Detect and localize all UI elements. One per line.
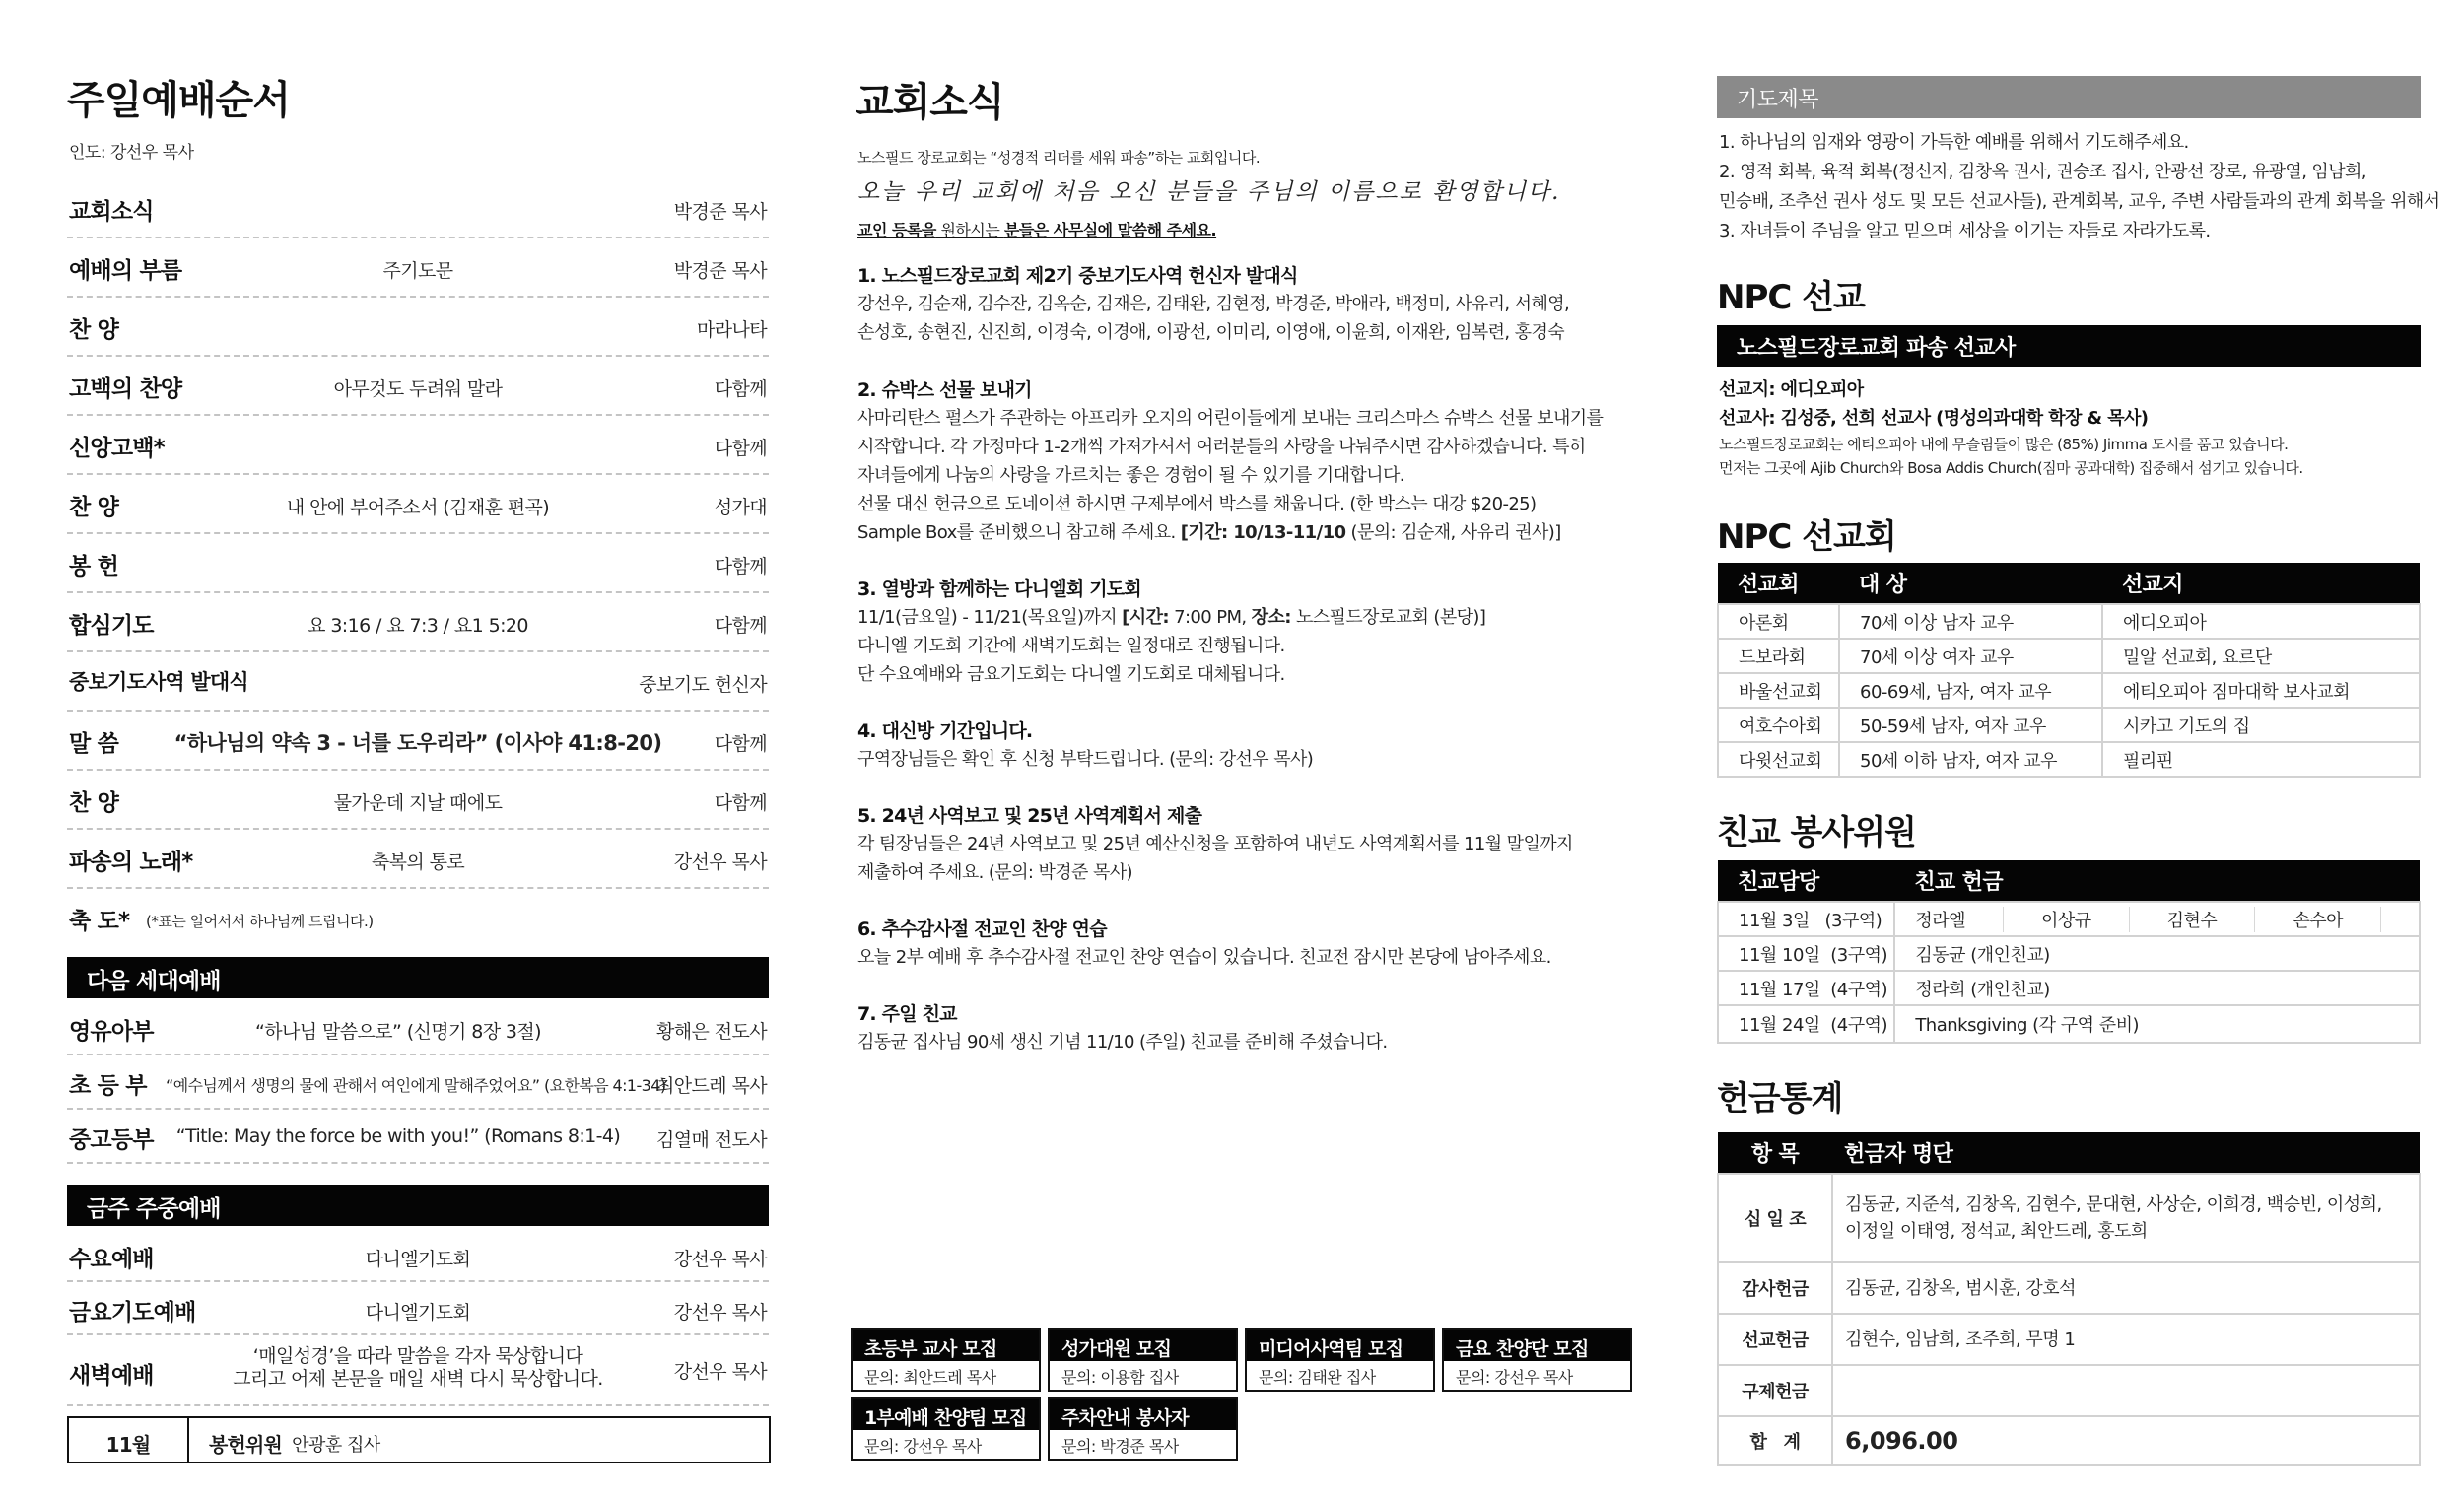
news-heading: 4. 대신방 기간입니다. (857, 720, 1033, 742)
next-gen-item (67, 1055, 769, 1110)
offering-donors (1832, 1365, 2420, 1416)
group-field: 시카고 기도의 집 (2102, 708, 2420, 742)
fellowship-date: 11월 3일 (3구역) (1718, 902, 1894, 936)
recruit-box-first-service-praise (851, 1397, 1041, 1461)
news-text: 11/1(금요일) - 11/21(목요일)까지 (857, 607, 1123, 628)
order-item-leader: 박경준 목사 (673, 201, 767, 223)
recruit-contact: 문의: 강선우 목사 (864, 1437, 982, 1456)
next-gen-item (67, 1110, 769, 1164)
prayer-list (1719, 128, 2440, 246)
weekday-item (67, 1335, 769, 1406)
table-header-row (1718, 860, 2420, 902)
prayer-header: 기도제목 (1717, 76, 2421, 118)
mission-desc: 먼저는 그곳에 Ajib Church와 Bosa Addis Church(짐마 공과대학) 집중해서 섬기고 있습니다. (1719, 459, 2303, 477)
table-row-total (1718, 1416, 2420, 1465)
group-name: 여호수아회 (1718, 708, 1839, 742)
order-item (67, 654, 769, 712)
table-row (1718, 604, 2420, 639)
order-item (67, 773, 769, 830)
registration-bold-1: 교인 등록을 (857, 221, 936, 239)
next-gen-label: 영유아부 (69, 1019, 154, 1045)
dawn-line-2: 그리고 어제 본문을 매일 새벽 다시 묵상합니다. (233, 1368, 603, 1390)
order-item-leader: 중보기도 헌신자 (639, 674, 767, 696)
news-heading: 5. 24년 사역보고 및 25년 사역계획서 제출 (857, 805, 1202, 827)
recruit-contact: 문의: 이용함 집사 (1061, 1368, 1179, 1387)
fellowship-host: Thanksgiving (각 구역 준비) (1894, 1005, 2420, 1043)
next-gen-content: “하나님 말씀으로” (신명기 8장 3절) (255, 1021, 541, 1043)
recruit-contact: 문의: 최안드레 목사 (864, 1368, 996, 1387)
order-item (67, 832, 769, 889)
news-line: 사마리탄스 펄스가 주관하는 아프리카 오지의 어린이들에게 보내는 크리스마스 슈박스 선물 보내기를 (857, 408, 1604, 429)
order-item-leader: 강선우 목사 (673, 851, 767, 873)
recruit-contact: 문의: 강선우 목사 (1456, 1368, 1573, 1387)
order-item-leader: 다함께 (714, 733, 767, 755)
news-heading: 6. 추수감사절 전교인 찬양 연습 (857, 918, 1107, 940)
group-target: 70세 이상 여자 교우 (1839, 639, 2102, 673)
offering-title: 헌금통계 (1717, 1079, 1843, 1119)
table-row (1718, 936, 2420, 971)
offering-donors: 김현수, 임남희, 조주희, 무명 1 (1832, 1314, 2420, 1365)
news-line: 자녀들에게 나눔의 사랑을 가르치는 좋은 경험이 될 수 있기를 기대합니다. (857, 465, 1404, 486)
order-item-label: 교회소식 (69, 199, 154, 225)
welcome-message: 오늘 우리 교회에 처음 오신 분들을 주님의 이름으로 환영합니다. (857, 179, 1561, 205)
offering-category: 구제헌금 (1718, 1365, 1832, 1416)
weekday-label: 금요기도예배 (69, 1300, 196, 1326)
total-amount: 6,096.00 (1832, 1416, 2420, 1465)
table-header-row (1718, 563, 2420, 604)
news-text: Sample Box를 준비했으니 참고해 주세요. (857, 522, 1181, 543)
offering-donors: 김동균, 김창옥, 범시훈, 강호석 (1832, 1262, 2420, 1314)
fellowship-table (1717, 860, 2421, 1044)
host-name: 김현수 (2167, 907, 2256, 932)
news-line (857, 518, 1646, 547)
church-motto: 노스필드 장로교회는 “성경적 리더를 세워 파송”하는 교회입니다. (857, 149, 1261, 167)
recruit-box-friday-praise (1442, 1328, 1632, 1392)
news-item-7 (857, 1000, 1646, 1056)
recruit-title: 미디어사역팀 모집 (1247, 1330, 1433, 1361)
npc-groups-table (1717, 563, 2421, 778)
recruit-title: 초등부 교사 모집 (853, 1330, 1039, 1361)
place-label: 장소: (1251, 607, 1291, 628)
news-item-6 (857, 916, 1646, 972)
recruit-contact: 문의: 김태완 집사 (1259, 1368, 1376, 1387)
missionary-name: 선교사: 김성중, 선희 선교사 (명성의과대학 학장 & 목사) (1719, 408, 2149, 429)
order-item-label: 예배의 부름 (69, 258, 182, 284)
order-item-content: 축복의 통로 (371, 851, 465, 873)
news-line: 시작합니다. 각 가정마다 1-2개씩 가져가셔서 여러분들의 사랑을 나눠주시면 감사하겠습니다. 특히 (857, 437, 1586, 457)
news-text: (문의: 김순재, 사유리 권사)] (1345, 522, 1561, 543)
col-header: 선교회 (1718, 563, 1839, 604)
news-line: 구역장님들은 확인 후 신청 부탁드립니다. (문의: 강선우 목사) (857, 749, 1314, 770)
fellowship-names (1894, 902, 2420, 936)
order-item-label: 파송의 노래* (69, 850, 193, 875)
news-text: 노스필드장로교회 (본당)] (1290, 607, 1486, 628)
weekday-content: 다니엘기도회 (365, 1302, 471, 1324)
offering-donors: 김동균, 지준석, 김창옥, 김현수, 문대현, 사상순, 이희경, 백승빈, 이성희, 이정일 이태영, 정석교, 최안드레, 홍도희 (1832, 1174, 2420, 1262)
npc-mission-bar: 노스필드장로교회 파송 선교사 (1717, 325, 2421, 367)
recruit-box-media-team (1245, 1328, 1435, 1392)
news-text: 7:00 PM, (1168, 607, 1252, 628)
weekday-content: 다니엘기도회 (365, 1249, 471, 1270)
weekday-item (67, 1229, 769, 1282)
committee-member: 안광훈 집사 (292, 1435, 380, 1456)
news-item-2 (857, 376, 1646, 547)
table-row (1718, 708, 2420, 742)
order-item-content: 물가운데 지날 때에도 (333, 792, 503, 814)
mission-info (1719, 375, 2423, 480)
order-item-label: 고백의 찬양 (69, 376, 182, 402)
prayer-item: 1. 하나님의 임재와 영광이 가득한 예배를 위해서 기도해주세요. (1719, 132, 2189, 153)
fellowship-date: 11월 10일 (3구역) (1718, 936, 1894, 971)
registration-bold-2: 분들은 사무실에 말씀해 주세요. (1003, 221, 1217, 239)
group-name: 아론회 (1718, 604, 1839, 639)
table-row (1718, 1262, 2420, 1314)
next-gen-leader: 김열매 전도사 (656, 1129, 767, 1151)
worship-leader: 인도: 강선우 목사 (69, 143, 194, 163)
group-target: 70세 이상 남자 교우 (1839, 604, 2102, 639)
group-name: 바울선교회 (1718, 673, 1839, 708)
time-label: [시간: (1122, 607, 1169, 628)
news-line: 김동균 집사님 90세 생신 기념 11/10 (주일) 친교를 준비해 주셨습니다. (857, 1032, 1388, 1053)
table-row (1718, 1365, 2420, 1416)
news-line: 다니엘 기도회 기간에 새벽기도회는 일정대로 진행됩니다. (857, 636, 1285, 656)
col-header: 항 목 (1718, 1132, 1832, 1174)
order-item-label: 찬 양 (69, 790, 119, 816)
registration-note (857, 218, 1216, 240)
registration-normal: 원하시는 (935, 221, 1004, 239)
order-item-leader: 박경준 목사 (673, 260, 767, 282)
worship-order-title: 주일예배순서 (67, 78, 290, 123)
news-line: 손성호, 송현진, 신진희, 이경숙, 이경애, 이광선, 이미리, 이영애, 이윤희, 이재완, 임복련, 홍경숙 (857, 322, 1565, 343)
news-heading: 7. 주일 친교 (857, 1003, 957, 1025)
recruit-box-parking (1048, 1397, 1238, 1461)
order-item (67, 181, 769, 238)
col-header: 선교지 (2102, 563, 2420, 604)
table-row (1718, 1174, 2420, 1262)
order-item-label: 찬 양 (69, 495, 119, 520)
news-item-3 (857, 576, 1646, 689)
offering-table (1717, 1132, 2421, 1466)
recruit-box-sunday-school-teacher (851, 1328, 1041, 1392)
table-row (1718, 673, 2420, 708)
order-item (67, 418, 769, 475)
sermon-title: “하나님의 약속 3 - 너를 도우리라” (이사야 41:8-20) (173, 731, 662, 755)
npc-groups-title: NPC 선교회 (1717, 517, 1896, 557)
news-line: 각 팀장님들은 24년 사역보고 및 25년 예산신청을 포함하여 내년도 사역계획서를 11월 말일까지 (857, 834, 1573, 854)
next-gen-leader: 황해은 전도사 (656, 1021, 767, 1043)
order-item-benediction (67, 891, 769, 948)
news-heading: 1. 노스필드장로교회 제2기 중보기도사역 헌신자 발대식 (857, 265, 1298, 287)
offering-category: 선교헌금 (1718, 1314, 1832, 1365)
order-item-label: 축 도* (69, 909, 130, 934)
period-label: [기간: 10/13-11/10 (1180, 522, 1346, 543)
news-item-5 (857, 802, 1646, 887)
group-target: 60-69세, 남자, 여자 교우 (1839, 673, 2102, 708)
recruit-title: 금요 찬양단 모집 (1444, 1330, 1630, 1361)
news-title: 교회소식 (856, 80, 1004, 125)
news-line: 제출하여 주세요. (문의: 박경준 목사) (857, 862, 1132, 883)
order-item (67, 300, 769, 357)
total-label: 합 계 (1718, 1416, 1832, 1465)
fellowship-title: 친교 봉사위원 (1717, 813, 1916, 852)
order-item-content: 요 3:16 / 요 7:3 / 요1 5:20 (308, 615, 528, 637)
host-name: 이상규 (2041, 907, 2130, 932)
col-header: 친교담당 (1718, 860, 1894, 902)
group-name: 드보라회 (1718, 639, 1839, 673)
dawn-line-1: ‘매일성경’을 따라 말씀을 각자 묵상합니다 (252, 1345, 583, 1367)
news-item-1 (857, 262, 1646, 347)
month-label: 11월 (69, 1418, 189, 1462)
order-item (67, 359, 769, 416)
col-header: 친교 헌금 (1894, 860, 2420, 902)
order-item-content: 아무것도 두려워 말라 (333, 378, 503, 400)
order-item (67, 240, 769, 298)
order-item-leader: 다함께 (714, 378, 767, 400)
next-gen-content: “예수님께서 생명의 물에 관해서 여인에게 말해주었어요” (요한복음 4:1-34) (166, 1076, 666, 1095)
recruit-title: 주차안내 봉사자 (1050, 1399, 1236, 1430)
host-name: 손수아 (2293, 907, 2381, 932)
table-row (1718, 1005, 2420, 1043)
order-item-leader: 다함께 (714, 556, 767, 578)
weekday-leader: 강선우 목사 (673, 1249, 767, 1270)
news-line: 오늘 2부 예배 후 추수감사절 전교인 찬양 연습이 있습니다. 친교전 잠시만 본당에 남아주세요. (857, 947, 1551, 968)
next-gen-content: “Title: May the force be with you!” (Romans 8:1-4) (175, 1125, 621, 1147)
order-item-label: 합심기도 (69, 613, 154, 639)
order-item-label: 찬 양 (69, 317, 119, 343)
church-news-column (856, 0, 1646, 1496)
weekday-label: 수요예배 (69, 1247, 154, 1272)
fellowship-host: 정라희 (개인친교) (1894, 971, 2420, 1005)
weekday-leader: 강선우 목사 (673, 1361, 767, 1383)
weekday-leader: 강선우 목사 (673, 1302, 767, 1324)
standing-note: (*표는 일어서서 하나님께 드립니다.) (146, 913, 374, 930)
col-header: 헌금자 명단 (1832, 1132, 2420, 1174)
fellowship-host: 김동균 (개인친교) (1894, 936, 2420, 971)
recruit-title: 1부예배 찬양팀 모집 (853, 1399, 1039, 1430)
news-line (857, 603, 1646, 632)
prayer-item: 민승배, 조추선 권사 성도 및 모든 선교사들), 관계회복, 교우, 주변 사람들과의 관계 회복을 위해서 (1719, 191, 2440, 212)
fellowship-date: 11월 17일 (4구역) (1718, 971, 1894, 1005)
committee-label: 봉헌위원 (209, 1433, 283, 1457)
order-item-sermon (67, 714, 769, 771)
recruit-title: 성가대원 모집 (1050, 1330, 1236, 1361)
mission-field: 선교지: 에디오피아 (1719, 379, 1864, 400)
npc-mission-title: NPC 선교 (1717, 278, 1865, 317)
group-target: 50-59세 남자, 여자 교우 (1839, 708, 2102, 742)
news-item-4 (857, 717, 1646, 774)
weekday-item (67, 1282, 769, 1335)
group-target: 50세 이하 남자, 여자 교우 (1839, 742, 2102, 777)
recruit-box-choir (1048, 1328, 1238, 1392)
table-row (1718, 902, 2420, 936)
news-line: 선물 대신 헌금으로 도네이션 하시면 구제부에서 박스를 채웁니다. (한 박스는 대강 $20-25) (857, 494, 1537, 514)
recruit-contact: 문의: 박경준 목사 (1061, 1437, 1179, 1456)
news-heading: 3. 열방과 함께하는 다니엘회 기도회 (857, 578, 1141, 600)
next-gen-label: 초 등 부 (69, 1073, 147, 1099)
host-name: 정라엘 (1915, 907, 2004, 932)
news-heading: 2. 슈박스 선물 보내기 (857, 379, 1032, 401)
worship-order-column (67, 0, 769, 1496)
group-name: 다윗선교회 (1718, 742, 1839, 777)
mission-desc: 노스필드장로교회는 에티오피아 내에 무슬림들이 많은 (85%) Jimma 도시를 품고 있습니다. (1719, 436, 2289, 453)
group-field: 밀알 선교회, 요르단 (2102, 639, 2420, 673)
next-gen-label: 중고등부 (69, 1127, 154, 1153)
table-header-row (1718, 1132, 2420, 1174)
weekday-content (67, 1345, 769, 1391)
order-item (67, 477, 769, 534)
order-item-leader: 마라나타 (696, 319, 767, 341)
order-item-label: 말 씀 (69, 731, 119, 757)
order-item-label: 신앙고백* (69, 436, 165, 461)
group-field: 필리핀 (2102, 742, 2420, 777)
next-gen-header: 다음 세대예배 (67, 957, 769, 998)
table-row (1718, 742, 2420, 777)
offering-category: 감사헌금 (1718, 1262, 1832, 1314)
news-line: 단 수요예배와 금요기도회는 다니엘 기도회로 대체됩니다. (857, 664, 1285, 685)
order-item-content: 주기도문 (382, 260, 453, 282)
prayer-item: 3. 자녀들이 주님을 알고 믿으며 세상을 이기는 자들로 자라가도록. (1719, 221, 2211, 241)
table-row (1718, 1314, 2420, 1365)
order-item-label: 봉 헌 (69, 554, 119, 579)
news-line: 강선우, 김순재, 김수잔, 김옥순, 김재은, 김태완, 김현정, 박경준, 박애라, 백정미, 사유리, 서혜영, (857, 294, 1570, 314)
group-field: 에티오피아 짐마대학 보사교회 (2102, 673, 2420, 708)
col-header: 대 상 (1839, 563, 2102, 604)
right-column (1717, 0, 2440, 1496)
next-gen-leader: 최안드레 목사 (656, 1075, 767, 1097)
next-gen-item (67, 1001, 769, 1055)
table-row (1718, 639, 2420, 673)
group-field: 에디오피아 (2102, 604, 2420, 639)
order-item (67, 536, 769, 593)
order-item-content: 내 안에 부어주소서 (김재훈 편곡) (286, 497, 550, 518)
order-item-leader: 성가대 (714, 497, 767, 518)
offering-category: 십 일 조 (1718, 1174, 1832, 1262)
fellowship-date: 11월 24일 (4구역) (1718, 1005, 1894, 1043)
order-item-leader: 다함께 (714, 615, 767, 637)
table-row (1718, 971, 2420, 1005)
order-item-label: 중보기도사역 발대식 (69, 670, 248, 694)
order-item-leader: 다함께 (714, 792, 767, 814)
weekday-header: 금주 주중예배 (67, 1185, 769, 1226)
order-item-leader: 다함께 (714, 438, 767, 459)
order-item (67, 595, 769, 652)
weekday-label: 새벽예배 (69, 1363, 154, 1389)
monthly-offering-committee (67, 1416, 771, 1463)
prayer-item: 2. 영적 회복, 육적 회복(정신자, 김창옥 권사, 권승조 집사, 안광선 장로, 유광열, 임남희, (1719, 162, 2366, 182)
